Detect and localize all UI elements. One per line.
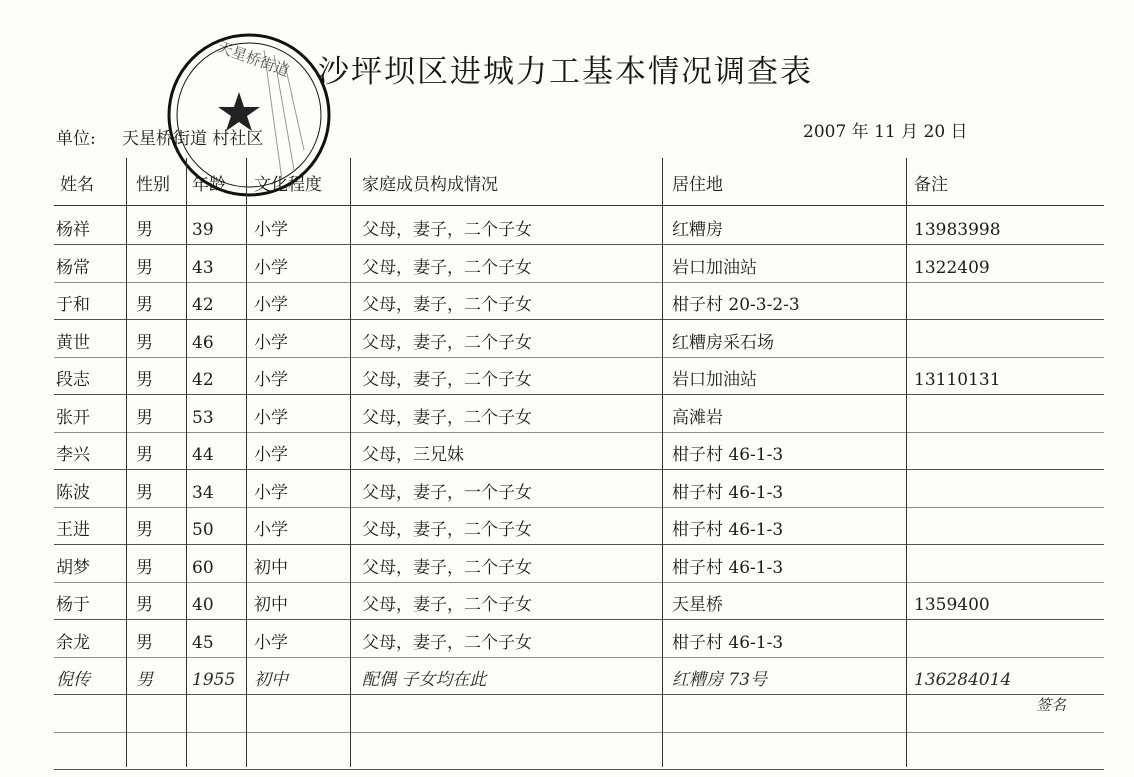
unit-label: 单位: <box>56 129 96 149</box>
cell-name: 杨祥 <box>56 220 90 240</box>
cell-family: 父母，妻子，二个子女 <box>362 407 532 428</box>
row-divider <box>54 582 1104 583</box>
cell-age: 46 <box>192 332 214 353</box>
column-header-gender: 性别 <box>136 175 170 195</box>
cell-family: 父母，三兄妹 <box>362 445 464 465</box>
cell-gender: 男 <box>136 632 153 653</box>
cell-age: 42 <box>192 370 214 390</box>
cell-note <box>914 482 1024 504</box>
cell-family: 父母，妻子，二个子女 <box>362 295 532 315</box>
cell-residence: 红糟房 <box>672 220 723 240</box>
cell-residence: 柑子村 46-1-3 <box>672 557 784 578</box>
cell-age: 43 <box>192 257 214 278</box>
row-divider <box>54 244 1104 245</box>
cell-name: 王进 <box>56 520 90 540</box>
cell-gender: 男 <box>136 520 153 540</box>
cell-name: 杨于 <box>56 595 90 615</box>
row-divider <box>54 282 1104 283</box>
cell-gender: 男 <box>136 332 153 353</box>
cell-residence: 柑子村 46-1-3 <box>672 482 784 503</box>
cell-family: 父母，妻子，二个子女 <box>362 520 532 540</box>
signature: 签名 <box>1036 696 1067 714</box>
cell-gender: 男 <box>136 670 153 690</box>
cell-education: 小学 <box>254 632 288 653</box>
column-header-name: 姓名 <box>60 175 94 195</box>
column-header-age: 年龄 <box>192 175 226 195</box>
cell-residence: 柑子村 46-1-3 <box>672 520 784 540</box>
cell-name: 李兴 <box>56 445 90 465</box>
cell-gender: 男 <box>136 220 153 240</box>
cell-gender: 男 <box>136 407 153 428</box>
cell-age: 45 <box>192 632 214 653</box>
cell-residence: 柑子村 46-1-3 <box>672 445 784 465</box>
column-header-residence: 居住地 <box>672 175 723 195</box>
cell-family: 父母，妻子，二个子女 <box>362 220 532 240</box>
cell-gender: 男 <box>136 370 153 390</box>
cell-name: 于和 <box>56 295 90 315</box>
cell-residence: 岩口加油站 <box>672 370 757 390</box>
cell-note: 13983998 <box>914 220 1001 240</box>
cell-name: 黄世 <box>56 332 90 353</box>
cell-education: 初中 <box>254 670 288 690</box>
cell-name: 杨常 <box>56 257 90 278</box>
page-title: 沙坪坝区进城力工基本情况调查表 <box>318 54 813 90</box>
unit-name: 天星桥街道 村社区 <box>122 129 264 149</box>
row-divider <box>54 657 1104 658</box>
row-divider <box>54 507 1104 508</box>
cell-note: 1322409 <box>914 257 990 278</box>
cell-age: 34 <box>192 482 214 503</box>
cell-name: 张开 <box>56 407 90 428</box>
survey-date: 2007 年 11 月 20 日 <box>803 122 968 142</box>
row-divider <box>54 694 1104 695</box>
cell-family: 父母，妻子，二个子女 <box>362 257 532 278</box>
cell-note <box>914 519 1024 541</box>
cell-education: 小学 <box>254 332 288 353</box>
cell-education: 初中 <box>254 595 288 615</box>
cell-note <box>914 444 1024 466</box>
cell-family: 父母，妻子，二个子女 <box>362 595 532 615</box>
cell-age: 40 <box>192 595 214 615</box>
cell-education: 小学 <box>254 295 288 315</box>
cell-age: 44 <box>192 445 214 465</box>
cell-residence: 高滩岩 <box>672 407 723 428</box>
cell-residence: 岩口加油站 <box>672 257 757 278</box>
row-divider <box>54 432 1104 433</box>
cell-gender: 男 <box>136 445 153 465</box>
cell-residence: 柑子村 46-1-3 <box>672 632 784 653</box>
cell-note <box>914 557 1024 579</box>
row-divider <box>54 544 1104 545</box>
header-divider <box>54 205 1104 206</box>
cell-education: 小学 <box>254 445 288 465</box>
cell-family: 配偶 子女均在此 <box>362 670 487 690</box>
cell-note: 136284014 <box>914 670 1012 690</box>
row-divider <box>54 357 1104 358</box>
cell-residence: 天星桥 <box>672 595 723 615</box>
row-divider <box>54 319 1104 320</box>
cell-education: 小学 <box>254 520 288 540</box>
cell-note <box>914 294 1024 316</box>
cell-family: 父母，妻子，二个子女 <box>362 557 532 578</box>
column-divider <box>126 158 127 767</box>
stamp-text: 天星桥街道 <box>215 37 292 81</box>
cell-family: 父母，妻子，二个子女 <box>362 632 532 653</box>
row-divider <box>54 619 1104 620</box>
cell-residence: 红糟房采石场 <box>672 332 774 353</box>
column-header-family: 家庭成员构成情况 <box>362 175 498 195</box>
column-header-note: 备注 <box>914 175 948 195</box>
cell-family: 父母，妻子，二个子女 <box>362 332 532 353</box>
cell-age: 1955 <box>192 670 236 690</box>
cell-age: 42 <box>192 295 214 315</box>
cell-education: 小学 <box>254 370 288 390</box>
cell-note: 1359400 <box>914 595 990 615</box>
cell-age: 39 <box>192 220 214 240</box>
row-divider <box>54 732 1104 733</box>
cell-education: 小学 <box>254 257 288 278</box>
column-header-education: 文化程度 <box>254 175 322 195</box>
cell-note <box>914 332 1024 354</box>
cell-gender: 男 <box>136 595 153 615</box>
cell-note: 13110131 <box>914 370 1001 390</box>
cell-name: 余龙 <box>56 632 90 653</box>
cell-name: 段志 <box>56 370 90 390</box>
cell-gender: 男 <box>136 482 153 503</box>
row-divider <box>54 394 1104 395</box>
cell-education: 小学 <box>254 220 288 240</box>
cell-gender: 男 <box>136 257 153 278</box>
cell-education: 初中 <box>254 557 288 578</box>
cell-age: 60 <box>192 557 214 578</box>
column-divider <box>186 158 187 767</box>
cell-note <box>914 407 1024 429</box>
cell-residence: 柑子村 20-3-2-3 <box>672 295 800 315</box>
column-divider <box>662 158 663 767</box>
cell-age: 50 <box>192 520 214 540</box>
cell-name: 陈波 <box>56 482 90 503</box>
cell-name: 胡梦 <box>56 557 90 578</box>
cell-note <box>914 632 1024 654</box>
cell-name: 倪传 <box>56 670 90 690</box>
cell-education: 小学 <box>254 407 288 428</box>
cell-family: 父母，妻子，一个子女 <box>362 482 532 503</box>
cell-residence: 红糟房 73号 <box>672 670 768 690</box>
row-divider <box>54 769 1104 770</box>
cell-gender: 男 <box>136 557 153 578</box>
row-divider <box>54 469 1104 470</box>
cell-family: 父母，妻子，二个子女 <box>362 370 532 390</box>
cell-gender: 男 <box>136 295 153 315</box>
cell-age: 53 <box>192 407 214 428</box>
cell-education: 小学 <box>254 482 288 503</box>
